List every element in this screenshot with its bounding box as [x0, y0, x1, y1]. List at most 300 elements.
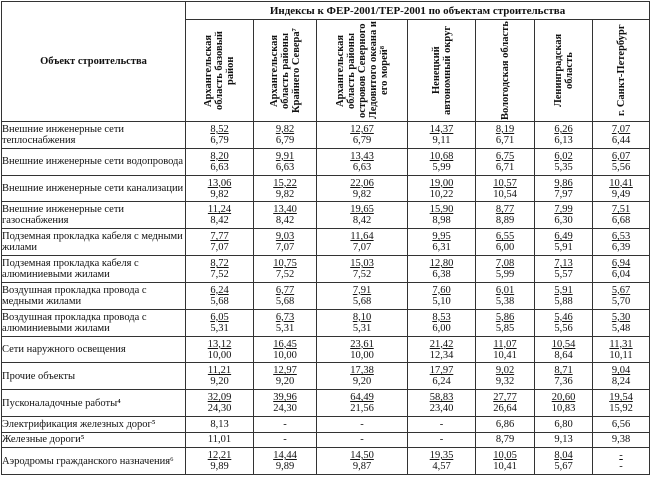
region-header-7: [593, 20, 650, 122]
index-cell: [317, 390, 408, 417]
index-value-top: 58,83: [429, 392, 454, 404]
object-name: Внешние инженерные сети газоснабжения: [2, 202, 186, 229]
index-value-bottom: 5,68: [352, 295, 372, 307]
index-value-bottom: 9,32: [495, 376, 515, 388]
index-cell: [254, 175, 317, 202]
index-cell: [535, 363, 593, 390]
index-cell: [254, 363, 317, 390]
index-value-bottom: 9,89: [275, 461, 295, 473]
index-value-bottom: 9,11: [432, 134, 451, 146]
index-cell: [317, 122, 408, 149]
index-value-top: 20,60: [551, 392, 576, 404]
index-value-top: 12,97: [273, 365, 297, 377]
index-value-bottom: 24,30: [273, 403, 297, 415]
index-value: 6,86: [495, 418, 515, 430]
index-value-top: 8,77: [495, 204, 515, 216]
region-header-1: [186, 20, 254, 122]
index-value-bottom: 6,39: [611, 242, 631, 254]
index-cell: [186, 229, 254, 256]
index-value: 6,80: [554, 418, 573, 430]
index-value-top: 23,61: [350, 338, 374, 350]
index-value-bottom: 9,89: [210, 461, 229, 473]
index-value-top: 6,77: [275, 284, 295, 296]
index-cell: [254, 448, 317, 475]
index-value-bottom: 9,20: [275, 376, 295, 388]
index-cell: [186, 282, 254, 309]
table-row: [2, 390, 650, 417]
index-value-top: 14,37: [429, 123, 454, 135]
index-value-bottom: -: [619, 461, 623, 473]
index-value: 9,38: [611, 434, 631, 446]
index-value-top: 9,02: [495, 365, 515, 377]
index-value-bottom: 5,56: [554, 322, 573, 334]
index-cell: [476, 229, 535, 256]
index-value-top: 6,73: [275, 311, 295, 323]
index-cell: [186, 336, 254, 363]
index-cell: [408, 202, 476, 229]
index-cell: [186, 432, 254, 447]
index-cell: [317, 256, 408, 283]
region-header-label: Архангельская область районы островов Северного Ледовитого океана и его морей⁸: [334, 21, 390, 120]
table-row: [2, 282, 650, 309]
index-cell: [408, 309, 476, 336]
index-value-bottom: 8,42: [210, 215, 229, 227]
object-name: Железные дороги⁵: [2, 432, 186, 447]
index-value-top: 22,06: [350, 177, 374, 189]
index-value-bottom: 8,42: [352, 215, 372, 227]
region-header-6: [535, 20, 593, 122]
index-cell: [593, 282, 650, 309]
index-cell: [408, 417, 476, 432]
index-cell: [535, 229, 593, 256]
index-cell: [476, 448, 535, 475]
index-value-top: 7,08: [495, 258, 515, 270]
index-value-top: 16,45: [273, 338, 297, 350]
index-value-bottom: 7,07: [352, 242, 372, 254]
index-value-bottom: 6,79: [275, 134, 295, 146]
index-value-top: 9,03: [275, 231, 295, 243]
index-cell: [593, 432, 650, 447]
index-value-top: 10,05: [493, 450, 517, 462]
index-value-top: 6,02: [554, 150, 573, 162]
index-value-bottom: 5,57: [554, 269, 573, 281]
table-row: [2, 363, 650, 390]
index-value: -: [283, 434, 287, 446]
index-value-bottom: 10,83: [551, 403, 576, 415]
index-cell: [254, 282, 317, 309]
index-cell: [254, 148, 317, 175]
object-name: Воздушная прокладка провода с алюминиевыми жилами: [2, 309, 186, 336]
index-value-bottom: 5,48: [611, 322, 631, 334]
index-cell: [535, 282, 593, 309]
index-value-top: 6,49: [554, 231, 573, 243]
index-value-top: 19,00: [429, 177, 454, 189]
index-cell: [593, 256, 650, 283]
index-cell: [408, 363, 476, 390]
index-value-top: 8,10: [352, 311, 372, 323]
index-value-top: 17,97: [429, 365, 454, 377]
index-value-top: 6,07: [611, 150, 631, 162]
index-value: 11,01: [207, 434, 232, 446]
index-value-top: 9,91: [275, 150, 295, 162]
index-cell: [254, 229, 317, 256]
table-row: [2, 256, 650, 283]
index-value-top: 15,90: [429, 204, 454, 216]
index-value-bottom: 8,42: [275, 215, 295, 227]
index-value-bottom: 6,00: [495, 242, 515, 254]
index-value-bottom: 5,31: [275, 322, 295, 334]
object-name: Подземная прокладка кабеля с алюминиевыми жилами: [2, 256, 186, 283]
object-name: Аэродромы гражданского назначения⁶: [2, 448, 186, 475]
index-value-top: 8,52: [210, 123, 229, 135]
index-cell: [317, 229, 408, 256]
index-cell: [408, 282, 476, 309]
table-row: [2, 122, 650, 149]
index-cell: [535, 390, 593, 417]
index-value: 6,56: [611, 418, 631, 430]
index-value-top: 32,09: [207, 392, 232, 404]
table-row: [2, 309, 650, 336]
index-cell: [408, 148, 476, 175]
region-header-3: [317, 20, 408, 122]
index-value-top: 27,77: [493, 392, 517, 404]
index-cell: [593, 417, 650, 432]
index-cell: [408, 122, 476, 149]
index-value-top: 5,86: [495, 311, 515, 323]
index-value-top: 13,40: [273, 204, 297, 216]
table-row: [2, 336, 650, 363]
index-cell: [186, 122, 254, 149]
index-cell: [186, 202, 254, 229]
table-row: [2, 448, 650, 475]
index-cell: [317, 148, 408, 175]
index-value-top: 5,91: [554, 284, 573, 296]
index-cell: [186, 417, 254, 432]
index-value-bottom: 9,82: [210, 188, 229, 200]
index-cell: [593, 122, 650, 149]
index-value-bottom: 21,56: [350, 403, 374, 415]
index-value-top: 10,41: [609, 177, 633, 189]
index-value-top: 21,42: [429, 338, 454, 350]
index-cell: [476, 202, 535, 229]
index-value-top: 6,05: [210, 311, 229, 323]
group-title: Индексы к ФЕР-2001/ТЕР-2001 по объектам строительства: [186, 2, 650, 20]
index-value-bottom: 7,36: [554, 376, 573, 388]
index-value-bottom: 5,85: [495, 322, 515, 334]
index-cell: [408, 229, 476, 256]
index-cell: [593, 363, 650, 390]
index-value-top: 8,72: [210, 258, 229, 270]
index-value-top: 6,53: [611, 231, 631, 243]
index-value-top: 12,21: [207, 450, 232, 462]
index-value-bottom: 8,89: [495, 215, 515, 227]
index-cell: [476, 336, 535, 363]
index-value-bottom: 8,24: [611, 376, 631, 388]
index-value-top: 14,44: [273, 450, 297, 462]
index-value-bottom: 6,44: [611, 134, 631, 146]
index-cell: [254, 390, 317, 417]
index-value-top: 7,51: [611, 204, 631, 216]
index-value-top: 12,67: [350, 123, 374, 135]
index-value-bottom: 5,68: [275, 295, 295, 307]
index-cell: [476, 432, 535, 447]
index-cell: [186, 363, 254, 390]
index-value-bottom: 9,49: [611, 188, 631, 200]
index-value-bottom: 10,54: [493, 188, 517, 200]
index-value: -: [360, 418, 364, 430]
region-header-5: [476, 20, 535, 122]
index-value-bottom: 7,97: [554, 188, 573, 200]
index-value-bottom: 6,38: [432, 269, 451, 281]
region-header-label: г. Санкт-Петербург: [615, 24, 627, 117]
index-value-bottom: 10,41: [493, 461, 517, 473]
index-value-top: 7,91: [352, 284, 372, 296]
index-cell: [254, 417, 317, 432]
index-value-bottom: 5,38: [495, 295, 515, 307]
index-value-top: 11,64: [350, 231, 374, 243]
region-header-4: [408, 20, 476, 122]
index-value-bottom: 5,10: [432, 295, 451, 307]
index-cell: [476, 175, 535, 202]
index-cell: [317, 363, 408, 390]
index-value-top: 8,04: [554, 450, 573, 462]
indices-table: [1, 1, 650, 475]
index-value-bottom: 7,07: [275, 242, 295, 254]
index-value-bottom: 4,57: [432, 461, 451, 473]
index-value-bottom: 10,11: [609, 349, 633, 361]
index-value-bottom: 6,63: [210, 161, 229, 173]
index-value-bottom: 5,56: [611, 161, 631, 173]
object-name: Электрификация железных дорог⁵: [2, 417, 186, 432]
index-value-bottom: 15,92: [609, 403, 633, 415]
index-value-bottom: 6,00: [432, 322, 451, 334]
index-value: -: [283, 418, 287, 430]
index-cell: [593, 202, 650, 229]
index-value-bottom: 5,68: [210, 295, 229, 307]
index-value-top: 19,65: [350, 204, 374, 216]
index-cell: [186, 175, 254, 202]
index-value-top: 5,46: [554, 311, 573, 323]
index-cell: [593, 148, 650, 175]
index-value-bottom: 5,31: [352, 322, 372, 334]
index-value: 8,79: [495, 434, 515, 446]
region-header-2: [254, 20, 317, 122]
index-value-bottom: 5,99: [432, 161, 451, 173]
table-row: [2, 229, 650, 256]
index-value-top: 14,50: [350, 450, 374, 462]
index-cell: [408, 390, 476, 417]
index-value-bottom: 5,35: [554, 161, 573, 173]
index-value: 8,13: [210, 418, 229, 430]
region-header-label: Архангельская область районы Крайнего Севера⁷: [268, 28, 302, 113]
index-value-bottom: 23,40: [429, 403, 454, 415]
index-cell: [408, 432, 476, 447]
index-value-top: 10,57: [493, 177, 517, 189]
index-cell: [593, 175, 650, 202]
index-value-top: 9,86: [554, 177, 573, 189]
index-value-bottom: 10,00: [273, 349, 297, 361]
index-value-bottom: 9,20: [210, 376, 229, 388]
index-cell: [476, 390, 535, 417]
index-cell: [593, 309, 650, 336]
index-cell: [317, 417, 408, 432]
index-cell: [535, 256, 593, 283]
index-value-top: 13,12: [207, 338, 232, 350]
index-cell: [408, 336, 476, 363]
index-value-bottom: 6,04: [611, 269, 631, 281]
index-value-bottom: 5,99: [495, 269, 515, 281]
table-row: [2, 175, 650, 202]
index-cell: [186, 390, 254, 417]
index-cell: [593, 336, 650, 363]
index-cell: [408, 175, 476, 202]
region-header-label: Ненецкий автономный округ: [430, 25, 453, 116]
index-value-bottom: 10,00: [350, 349, 374, 361]
index-value-top: 6,26: [554, 123, 573, 135]
index-cell: [476, 122, 535, 149]
index-value-bottom: 5,70: [611, 295, 631, 307]
index-value: -: [360, 434, 364, 446]
index-value-top: 7,99: [554, 204, 573, 216]
index-cell: [317, 432, 408, 447]
index-value-bottom: 5,91: [554, 242, 573, 254]
index-cell: [535, 417, 593, 432]
index-value-top: 10,54: [551, 338, 576, 350]
index-cell: [254, 256, 317, 283]
index-value-top: 6,24: [210, 284, 229, 296]
index-value-top: 13,06: [207, 177, 232, 189]
index-value-bottom: 10,22: [429, 188, 454, 200]
index-cell: [317, 202, 408, 229]
index-cell: [593, 448, 650, 475]
index-value-bottom: 7,52: [352, 269, 372, 281]
index-value-bottom: 6,79: [210, 134, 229, 146]
object-name: Пусконаладочные работы⁴: [2, 390, 186, 417]
index-value-bottom: 5,88: [554, 295, 573, 307]
object-name: Внешние инженерные сети водопровода: [2, 148, 186, 175]
table-row: [2, 432, 650, 447]
index-cell: [535, 432, 593, 447]
index-cell: [254, 309, 317, 336]
index-value-bottom: 6,31: [432, 242, 451, 254]
table-row: [2, 417, 650, 432]
index-value-bottom: 6,30: [554, 215, 573, 227]
index-value-bottom: 24,30: [207, 403, 232, 415]
index-value-top: 13,43: [350, 150, 374, 162]
region-header-label: Вологодская область: [499, 21, 511, 120]
index-value-top: 10,68: [429, 150, 454, 162]
index-cell: [317, 336, 408, 363]
index-value-bottom: 9,87: [352, 461, 372, 473]
index-cell: [593, 229, 650, 256]
index-value-top: 39,96: [273, 392, 297, 404]
index-value-top: 15,03: [350, 258, 374, 270]
index-value-top: 19,54: [609, 392, 633, 404]
index-cell: [317, 282, 408, 309]
index-value-top: 7,60: [432, 284, 451, 296]
index-value-top: 17,38: [350, 365, 374, 377]
index-value-bottom: 9,82: [275, 188, 295, 200]
index-cell: [254, 122, 317, 149]
index-cell: [476, 256, 535, 283]
index-cell: [535, 148, 593, 175]
index-value-bottom: 10,41: [493, 349, 517, 361]
index-value: -: [439, 434, 444, 446]
index-cell: [476, 282, 535, 309]
index-value-bottom: 6,24: [432, 376, 451, 388]
index-value-top: 5,30: [611, 311, 631, 323]
index-value-top: 10,75: [273, 258, 297, 270]
index-value-bottom: 6,71: [495, 161, 515, 173]
index-value-bottom: 10,00: [207, 349, 232, 361]
index-cell: [535, 202, 593, 229]
index-value-top: 8,53: [432, 311, 451, 323]
index-value-top: 11,07: [493, 338, 517, 350]
object-name: Воздушная прокладка провода с медными жилами: [2, 282, 186, 309]
index-value-top: 64,49: [350, 392, 374, 404]
index-value-bottom: 8,98: [432, 215, 451, 227]
index-value-bottom: 6,68: [611, 215, 631, 227]
index-value-bottom: 26,64: [493, 403, 517, 415]
index-cell: [408, 256, 476, 283]
index-value-top: 6,75: [495, 150, 515, 162]
index-value-bottom: 9,82: [352, 188, 372, 200]
index-value-top: 15,22: [273, 177, 297, 189]
index-value-bottom: 6,63: [352, 161, 372, 173]
index-value-top: 8,20: [210, 150, 229, 162]
index-value-bottom: 6,71: [495, 134, 515, 146]
index-cell: [535, 175, 593, 202]
index-cell: [254, 202, 317, 229]
index-value-bottom: 8,64: [554, 349, 573, 361]
index-cell: [186, 148, 254, 175]
table-row: [2, 202, 650, 229]
index-value-top: 9,95: [432, 231, 451, 243]
index-value-bottom: 7,52: [210, 269, 229, 281]
object-name: Сети наружного освещения: [2, 336, 186, 363]
index-value-top: 5,67: [611, 284, 631, 296]
index-value-top: 6,55: [495, 231, 515, 243]
index-value-bottom: 7,07: [210, 242, 229, 254]
index-value-bottom: 12,34: [429, 349, 454, 361]
index-value-bottom: 6,79: [352, 134, 372, 146]
index-cell: [476, 309, 535, 336]
index-value-bottom: 9,20: [352, 376, 372, 388]
index-cell: [186, 256, 254, 283]
index-value-top: 19,35: [429, 450, 454, 462]
table-row: [2, 148, 650, 175]
object-name: Прочие объекты: [2, 363, 186, 390]
index-value-top: 7,13: [554, 258, 573, 270]
index-cell: [186, 448, 254, 475]
object-name: Подземная прокладка кабеля с медными жилами: [2, 229, 186, 256]
index-value-top: 9,04: [611, 365, 631, 377]
index-value-top: 12,80: [429, 258, 454, 270]
index-value-top: 11,21: [207, 365, 232, 377]
object-name: Внешние инженерные сети теплоснабжения: [2, 122, 186, 149]
index-cell: [476, 417, 535, 432]
object-column-header: Объект строительства: [2, 2, 186, 122]
index-cell: [535, 448, 593, 475]
index-cell: [254, 432, 317, 447]
index-cell: [535, 309, 593, 336]
region-header-label: Архангельская область базовый район: [203, 31, 236, 110]
index-value-top: 8,19: [495, 123, 515, 135]
index-value-top: 7,77: [210, 231, 229, 243]
index-value-bottom: 6,63: [275, 161, 295, 173]
index-value-top: 7,07: [611, 123, 631, 135]
index-value-bottom: 5,31: [210, 322, 229, 334]
